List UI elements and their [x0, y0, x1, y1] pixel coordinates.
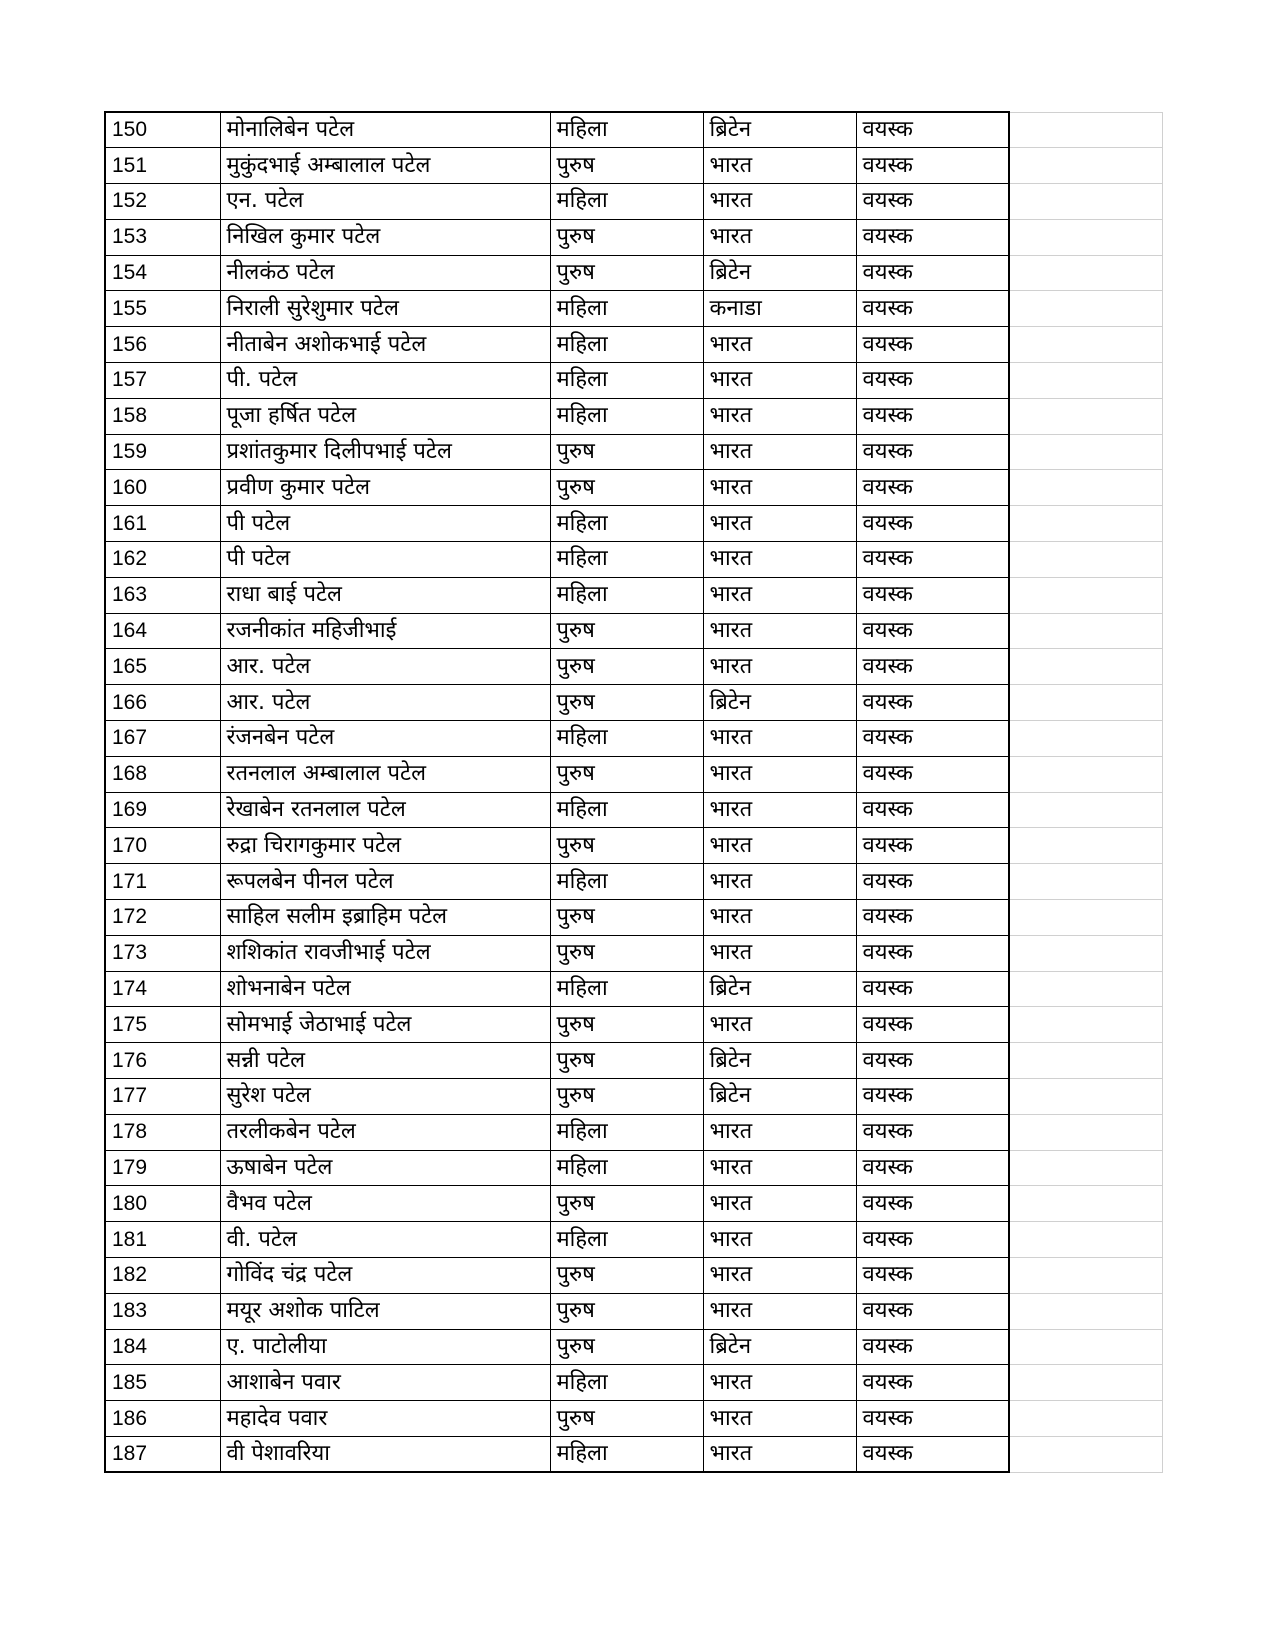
row-number-cell: 168 [105, 756, 220, 792]
age-group-cell: वयस्क [856, 1043, 1009, 1079]
empty-cell [1009, 721, 1162, 757]
table-row [105, 1222, 1162, 1258]
table-row [105, 363, 1162, 399]
country-cell: भारत [703, 1186, 856, 1222]
gender-cell: महिला [550, 542, 703, 578]
name-cell: पी पटेल [220, 506, 550, 542]
empty-cell [1009, 1222, 1162, 1258]
name-cell: तरलीकबेन पटेल [220, 1114, 550, 1150]
country-cell: भारत [703, 148, 856, 184]
gender-cell: पुरुष [550, 613, 703, 649]
row-number-cell: 172 [105, 900, 220, 936]
table-row [105, 792, 1162, 828]
country-cell: ब्रिटेन [703, 1329, 856, 1365]
table-row [105, 470, 1162, 506]
age-group-cell: वयस्क [856, 363, 1009, 399]
empty-cell [1009, 649, 1162, 685]
age-group-cell: वयस्क [856, 112, 1009, 148]
gender-cell: महिला [550, 1365, 703, 1401]
name-cell: मोनालिबेन पटेल [220, 112, 550, 148]
name-cell: वी. पटेल [220, 1222, 550, 1258]
age-group-cell: वयस्क [856, 1365, 1009, 1401]
row-number-cell: 185 [105, 1365, 220, 1401]
gender-cell: महिला [550, 1150, 703, 1186]
country-cell: भारत [703, 649, 856, 685]
country-cell: भारत [703, 756, 856, 792]
name-cell: रुद्रा चिरागकुमार पटेल [220, 828, 550, 864]
gender-cell: महिला [550, 1436, 703, 1472]
row-number-cell: 174 [105, 971, 220, 1007]
row-number-cell: 179 [105, 1150, 220, 1186]
name-cell: ए. पाटोलीया [220, 1329, 550, 1365]
name-cell: मयूर अशोक पाटिल [220, 1293, 550, 1329]
gender-cell: पुरुष [550, 1186, 703, 1222]
country-cell: भारत [703, 219, 856, 255]
name-cell: पी. पटेल [220, 363, 550, 399]
name-cell: नीताबेन अशोकभाई पटेल [220, 327, 550, 363]
gender-cell: पुरुष [550, 1401, 703, 1437]
empty-cell [1009, 864, 1162, 900]
gender-cell: महिला [550, 184, 703, 220]
row-number-cell: 158 [105, 398, 220, 434]
row-number-cell: 167 [105, 721, 220, 757]
table-row [105, 1258, 1162, 1294]
country-cell: भारत [703, 577, 856, 613]
empty-cell [1009, 613, 1162, 649]
table-row [105, 1293, 1162, 1329]
age-group-cell: वयस्क [856, 1258, 1009, 1294]
roster-table-body [105, 112, 1162, 1472]
age-group-cell: वयस्क [856, 1401, 1009, 1437]
name-cell: रेखाबेन रतनलाल पटेल [220, 792, 550, 828]
country-cell: भारत [703, 864, 856, 900]
gender-cell: महिला [550, 398, 703, 434]
empty-cell [1009, 685, 1162, 721]
row-number-cell: 184 [105, 1329, 220, 1365]
row-number-cell: 180 [105, 1186, 220, 1222]
age-group-cell: वयस्क [856, 1150, 1009, 1186]
empty-cell [1009, 1150, 1162, 1186]
gender-cell: पुरुष [550, 900, 703, 936]
row-number-cell: 164 [105, 613, 220, 649]
gender-cell: पुरुष [550, 255, 703, 291]
name-cell: साहिल सलीम इब्राहिम पटेल [220, 900, 550, 936]
name-cell: निराली सुरेशुमार पटेल [220, 291, 550, 327]
age-group-cell: वयस्क [856, 1079, 1009, 1115]
empty-cell [1009, 1329, 1162, 1365]
country-cell: भारत [703, 1222, 856, 1258]
age-group-cell: वयस्क [856, 1007, 1009, 1043]
age-group-cell: वयस्क [856, 1186, 1009, 1222]
empty-cell [1009, 1401, 1162, 1437]
name-cell: निखिल कुमार पटेल [220, 219, 550, 255]
name-cell: सोमभाई जेठाभाई पटेल [220, 1007, 550, 1043]
gender-cell: पुरुष [550, 935, 703, 971]
country-cell: भारत [703, 721, 856, 757]
table-row [105, 685, 1162, 721]
table-row [105, 1079, 1162, 1115]
age-group-cell: वयस्क [856, 1114, 1009, 1150]
table-row [105, 864, 1162, 900]
name-cell: रंजनबेन पटेल [220, 721, 550, 757]
name-cell: सुरेश पटेल [220, 1079, 550, 1115]
row-number-cell: 155 [105, 291, 220, 327]
name-cell: आशाबेन पवार [220, 1365, 550, 1401]
gender-cell: महिला [550, 291, 703, 327]
empty-cell [1009, 828, 1162, 864]
gender-cell: महिला [550, 363, 703, 399]
country-cell: ब्रिटेन [703, 685, 856, 721]
name-cell: एन. पटेल [220, 184, 550, 220]
country-cell: भारत [703, 506, 856, 542]
country-cell: भारत [703, 1114, 856, 1150]
empty-cell [1009, 1293, 1162, 1329]
row-number-cell: 161 [105, 506, 220, 542]
country-cell: भारत [703, 900, 856, 936]
name-cell: रतनलाल अम्बालाल पटेल [220, 756, 550, 792]
age-group-cell: वयस्क [856, 577, 1009, 613]
age-group-cell: वयस्क [856, 900, 1009, 936]
country-cell: भारत [703, 1436, 856, 1472]
row-number-cell: 157 [105, 363, 220, 399]
age-group-cell: वयस्क [856, 1293, 1009, 1329]
table-row [105, 971, 1162, 1007]
table-row [105, 613, 1162, 649]
country-cell: ब्रिटेन [703, 1079, 856, 1115]
country-cell: भारत [703, 434, 856, 470]
empty-cell [1009, 291, 1162, 327]
gender-cell: पुरुष [550, 1329, 703, 1365]
empty-cell [1009, 935, 1162, 971]
empty-cell [1009, 971, 1162, 1007]
gender-cell: पुरुष [550, 1079, 703, 1115]
row-number-cell: 152 [105, 184, 220, 220]
empty-cell [1009, 398, 1162, 434]
country-cell: भारत [703, 613, 856, 649]
empty-cell [1009, 542, 1162, 578]
table-row [105, 1329, 1162, 1365]
table-row [105, 900, 1162, 936]
name-cell: ऊषाबेन पटेल [220, 1150, 550, 1186]
age-group-cell: वयस्क [856, 685, 1009, 721]
row-number-cell: 176 [105, 1043, 220, 1079]
age-group-cell: वयस्क [856, 398, 1009, 434]
age-group-cell: वयस्क [856, 613, 1009, 649]
row-number-cell: 153 [105, 219, 220, 255]
age-group-cell: वयस्क [856, 935, 1009, 971]
country-cell: भारत [703, 1401, 856, 1437]
empty-cell [1009, 1365, 1162, 1401]
empty-cell [1009, 148, 1162, 184]
row-number-cell: 182 [105, 1258, 220, 1294]
name-cell: राधा बाई पटेल [220, 577, 550, 613]
empty-cell [1009, 1007, 1162, 1043]
row-number-cell: 175 [105, 1007, 220, 1043]
gender-cell: महिला [550, 1114, 703, 1150]
row-number-cell: 150 [105, 112, 220, 148]
name-cell: रूपलबेन पीनल पटेल [220, 864, 550, 900]
age-group-cell: वयस्क [856, 434, 1009, 470]
row-number-cell: 156 [105, 327, 220, 363]
row-number-cell: 178 [105, 1114, 220, 1150]
age-group-cell: वयस्क [856, 148, 1009, 184]
table-row [105, 828, 1162, 864]
country-cell: भारत [703, 363, 856, 399]
table-row [105, 1114, 1162, 1150]
row-number-cell: 181 [105, 1222, 220, 1258]
table-row [105, 577, 1162, 613]
table-row [105, 255, 1162, 291]
table-row [105, 327, 1162, 363]
name-cell: प्रशांतकुमार दिलीपभाई पटेल [220, 434, 550, 470]
empty-cell [1009, 1114, 1162, 1150]
table-row [105, 1150, 1162, 1186]
row-number-cell: 170 [105, 828, 220, 864]
row-number-cell: 165 [105, 649, 220, 685]
gender-cell: पुरुष [550, 828, 703, 864]
age-group-cell: वयस्क [856, 291, 1009, 327]
row-number-cell: 151 [105, 148, 220, 184]
age-group-cell: वयस्क [856, 864, 1009, 900]
country-cell: भारत [703, 1293, 856, 1329]
empty-cell [1009, 434, 1162, 470]
age-group-cell: वयस्क [856, 1329, 1009, 1365]
gender-cell: पुरुष [550, 148, 703, 184]
table-row [105, 1436, 1162, 1472]
empty-cell [1009, 112, 1162, 148]
age-group-cell: वयस्क [856, 506, 1009, 542]
table-row [105, 1401, 1162, 1437]
table-row [105, 1365, 1162, 1401]
empty-cell [1009, 577, 1162, 613]
name-cell: वी पेशावरिया [220, 1436, 550, 1472]
name-cell: आर. पटेल [220, 685, 550, 721]
row-number-cell: 173 [105, 935, 220, 971]
age-group-cell: वयस्क [856, 792, 1009, 828]
name-cell: नीलकंठ पटेल [220, 255, 550, 291]
country-cell: कनाडा [703, 291, 856, 327]
country-cell: भारत [703, 1007, 856, 1043]
gender-cell: पुरुष [550, 1043, 703, 1079]
age-group-cell: वयस्क [856, 219, 1009, 255]
gender-cell: महिला [550, 327, 703, 363]
age-group-cell: वयस्क [856, 971, 1009, 1007]
name-cell: सन्नी पटेल [220, 1043, 550, 1079]
age-group-cell: वयस्क [856, 756, 1009, 792]
table-row [105, 756, 1162, 792]
country-cell: भारत [703, 935, 856, 971]
gender-cell: पुरुष [550, 685, 703, 721]
name-cell: शशिकांत रावजीभाई पटेल [220, 935, 550, 971]
name-cell: मुकुंदभाई अम्बालाल पटेल [220, 148, 550, 184]
gender-cell: पुरुष [550, 1007, 703, 1043]
table-row [105, 112, 1162, 148]
country-cell: ब्रिटेन [703, 112, 856, 148]
age-group-cell: वयस्क [856, 255, 1009, 291]
row-number-cell: 171 [105, 864, 220, 900]
age-group-cell: वयस्क [856, 470, 1009, 506]
gender-cell: महिला [550, 971, 703, 1007]
empty-cell [1009, 184, 1162, 220]
gender-cell: पुरुष [550, 219, 703, 255]
gender-cell: महिला [550, 506, 703, 542]
empty-cell [1009, 255, 1162, 291]
table-row [105, 398, 1162, 434]
empty-cell [1009, 1258, 1162, 1294]
age-group-cell: वयस्क [856, 327, 1009, 363]
empty-cell [1009, 900, 1162, 936]
row-number-cell: 183 [105, 1293, 220, 1329]
empty-cell [1009, 1079, 1162, 1115]
empty-cell [1009, 792, 1162, 828]
empty-cell [1009, 1186, 1162, 1222]
gender-cell: महिला [550, 1222, 703, 1258]
table-row [105, 434, 1162, 470]
name-cell: शोभनाबेन पटेल [220, 971, 550, 1007]
name-cell: महादेव पवार [220, 1401, 550, 1437]
country-cell: भारत [703, 184, 856, 220]
country-cell: ब्रिटेन [703, 971, 856, 1007]
country-cell: भारत [703, 542, 856, 578]
gender-cell: पुरुष [550, 470, 703, 506]
age-group-cell: वयस्क [856, 649, 1009, 685]
table-row [105, 649, 1162, 685]
empty-cell [1009, 470, 1162, 506]
row-number-cell: 186 [105, 1401, 220, 1437]
name-cell: गोविंद चंद्र पटेल [220, 1258, 550, 1294]
row-number-cell: 162 [105, 542, 220, 578]
country-cell: भारत [703, 470, 856, 506]
name-cell: वैभव पटेल [220, 1186, 550, 1222]
row-number-cell: 166 [105, 685, 220, 721]
empty-cell [1009, 327, 1162, 363]
empty-cell [1009, 363, 1162, 399]
age-group-cell: वयस्क [856, 721, 1009, 757]
age-group-cell: वयस्क [856, 1222, 1009, 1258]
table-row [105, 721, 1162, 757]
empty-cell [1009, 219, 1162, 255]
row-number-cell: 154 [105, 255, 220, 291]
table-row [105, 1186, 1162, 1222]
gender-cell: महिला [550, 577, 703, 613]
country-cell: भारत [703, 828, 856, 864]
gender-cell: पुरुष [550, 649, 703, 685]
empty-cell [1009, 1436, 1162, 1472]
gender-cell: पुरुष [550, 434, 703, 470]
gender-cell: पुरुष [550, 756, 703, 792]
table-row [105, 935, 1162, 971]
gender-cell: पुरुष [550, 1258, 703, 1294]
row-number-cell: 169 [105, 792, 220, 828]
country-cell: भारत [703, 398, 856, 434]
table-row [105, 1007, 1162, 1043]
table-row [105, 291, 1162, 327]
empty-cell [1009, 756, 1162, 792]
empty-cell [1009, 506, 1162, 542]
empty-cell [1009, 1043, 1162, 1079]
roster-table [104, 111, 1163, 1473]
row-number-cell: 163 [105, 577, 220, 613]
age-group-cell: वयस्क [856, 828, 1009, 864]
gender-cell: पुरुष [550, 1293, 703, 1329]
row-number-cell: 160 [105, 470, 220, 506]
country-cell: ब्रिटेन [703, 1043, 856, 1079]
row-number-cell: 187 [105, 1436, 220, 1472]
table-row [105, 219, 1162, 255]
row-number-cell: 159 [105, 434, 220, 470]
country-cell: ब्रिटेन [703, 255, 856, 291]
age-group-cell: वयस्क [856, 1436, 1009, 1472]
name-cell: पी पटेल [220, 542, 550, 578]
gender-cell: महिला [550, 864, 703, 900]
name-cell: पूजा हर्षित पटेल [220, 398, 550, 434]
table-row [105, 184, 1162, 220]
table-row [105, 542, 1162, 578]
country-cell: भारत [703, 1150, 856, 1186]
age-group-cell: वयस्क [856, 542, 1009, 578]
gender-cell: महिला [550, 112, 703, 148]
table-row [105, 148, 1162, 184]
gender-cell: महिला [550, 792, 703, 828]
name-cell: रजनीकांत महिजीभाई [220, 613, 550, 649]
country-cell: भारत [703, 327, 856, 363]
gender-cell: महिला [550, 721, 703, 757]
name-cell: आर. पटेल [220, 649, 550, 685]
country-cell: भारत [703, 1258, 856, 1294]
country-cell: भारत [703, 1365, 856, 1401]
table-row [105, 506, 1162, 542]
table-row [105, 1043, 1162, 1079]
row-number-cell: 177 [105, 1079, 220, 1115]
age-group-cell: वयस्क [856, 184, 1009, 220]
name-cell: प्रवीण कुमार पटेल [220, 470, 550, 506]
roster-table-container [104, 111, 1163, 1473]
country-cell: भारत [703, 792, 856, 828]
